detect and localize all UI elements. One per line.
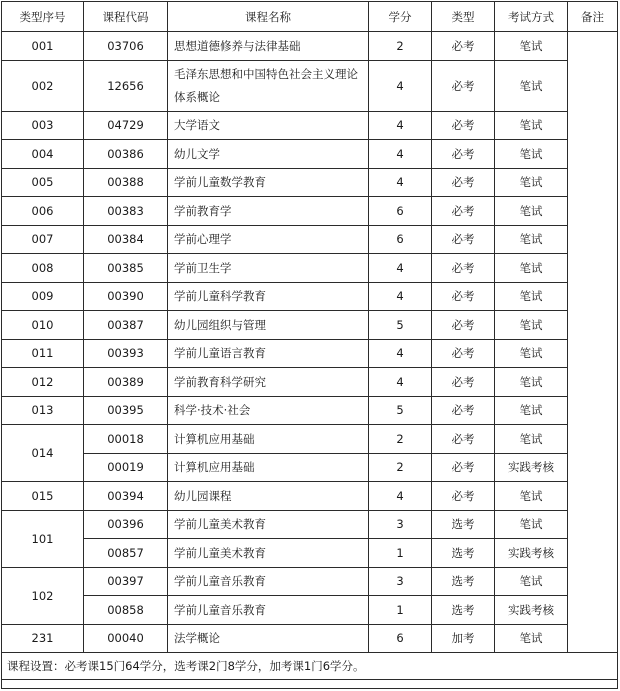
cell-name: 大学语文 [168,111,369,140]
cell-exam: 笔试 [495,111,568,140]
cell-name: 幼儿园课程 [168,482,369,511]
cell-seq: 008 [2,254,84,283]
cell-type: 必考 [432,339,495,368]
cell-name: 毛泽东思想和中国特色社会主义理论体系概论 [168,60,369,111]
cell-code: 00383 [84,197,168,226]
cell-name: 学前教育学 [168,197,369,226]
table-row [2,596,618,625]
table-row [2,482,618,511]
table-row [2,396,618,425]
course-table [1,1,618,689]
cell-code: 00386 [84,140,168,169]
cell-credit: 1 [369,596,432,625]
cell-exam: 笔试 [495,254,568,283]
cell-credit: 4 [369,60,432,111]
cell-seq: 004 [2,140,84,169]
cell-credit: 4 [369,368,432,397]
cell-credit: 3 [369,510,432,539]
table-row [2,510,618,539]
cell-seq: 006 [2,197,84,226]
cell-credit: 4 [369,339,432,368]
table-row [2,197,618,226]
cell-credit: 4 [369,168,432,197]
cell-credit: 4 [369,111,432,140]
table-row [2,140,618,169]
cell-name: 学前儿童音乐教育 [168,567,369,596]
cell-type: 必考 [432,254,495,283]
cell-exam: 笔试 [495,339,568,368]
cell-credit: 5 [369,311,432,340]
cell-credit: 6 [369,197,432,226]
table-row [2,111,618,140]
cell-name: 学前儿童语言教育 [168,339,369,368]
cell-code: 03706 [84,32,168,61]
cell-type: 必考 [432,482,495,511]
cell-type: 必考 [432,197,495,226]
cell-exam: 笔试 [495,396,568,425]
table-row [2,624,618,653]
cell-code: 00018 [84,425,168,454]
cell-code: 00385 [84,254,168,283]
header-credit: 学分 [369,2,432,32]
header-seq: 类型序号 [2,2,84,32]
cell-type: 必考 [432,368,495,397]
table-row [2,168,618,197]
cell-seq: 231 [2,624,84,653]
cell-code: 00387 [84,311,168,340]
table-row [2,567,618,596]
cell-type: 选考 [432,596,495,625]
cell-code: 00040 [84,624,168,653]
cell-exam: 笔试 [495,624,568,653]
cell-seq: 102 [2,567,84,624]
cell-type: 必考 [432,225,495,254]
cell-type: 必考 [432,168,495,197]
cell-name: 计算机应用基础 [168,425,369,454]
cell-exam: 笔试 [495,140,568,169]
cell-seq: 007 [2,225,84,254]
footer-row [2,653,618,680]
table-row [2,254,618,283]
cell-credit: 2 [369,32,432,61]
cell-seq: 009 [2,282,84,311]
cell-credit: 5 [369,396,432,425]
cell-type: 必考 [432,311,495,340]
cell-seq: 013 [2,396,84,425]
table-row [2,282,618,311]
table-row [2,32,618,61]
cell-code: 00395 [84,396,168,425]
cell-name: 学前儿童科学教育 [168,282,369,311]
cell-name: 科学·技术·社会 [168,396,369,425]
cell-seq: 011 [2,339,84,368]
cell-name: 计算机应用基础 [168,453,369,482]
cell-name: 学前儿童美术教育 [168,539,369,568]
cell-code: 00857 [84,539,168,568]
table-tail-row [2,680,618,689]
cell-exam: 实践考核 [495,539,568,568]
cell-seq: 003 [2,111,84,140]
cell-code: 00394 [84,482,168,511]
cell-exam: 笔试 [495,311,568,340]
cell-exam: 笔试 [495,368,568,397]
course-summary: 课程设置：必考课15门64学分，选考课2门8学分，加考课1门6学分。 [2,653,618,680]
cell-exam: 笔试 [495,197,568,226]
table-row [2,368,618,397]
cell-type: 必考 [432,282,495,311]
cell-name: 法学概论 [168,624,369,653]
cell-code: 00397 [84,567,168,596]
cell-type: 选考 [432,567,495,596]
cell-code: 00858 [84,596,168,625]
cell-name: 学前儿童数学教育 [168,168,369,197]
cell-name: 思想道德修养与法律基础 [168,32,369,61]
cell-type: 必考 [432,32,495,61]
header-code: 课程代码 [84,2,168,32]
cell-exam: 实践考核 [495,596,568,625]
cell-name: 学前教育科学研究 [168,368,369,397]
cell-exam: 笔试 [495,168,568,197]
cell-code: 00384 [84,225,168,254]
cell-name: 幼儿文学 [168,140,369,169]
cell-credit: 6 [369,624,432,653]
cell-type: 必考 [432,60,495,111]
cell-type: 必考 [432,425,495,454]
cell-type: 必考 [432,453,495,482]
cell-seq: 005 [2,168,84,197]
cell-credit: 4 [369,482,432,511]
table-tail-cell [2,680,618,689]
table-row [2,539,618,568]
cell-type: 必考 [432,111,495,140]
cell-exam: 笔试 [495,60,568,111]
cell-code: 00393 [84,339,168,368]
cell-credit: 1 [369,539,432,568]
cell-seq: 015 [2,482,84,511]
cell-exam: 笔试 [495,510,568,539]
table-row [2,339,618,368]
cell-exam: 笔试 [495,282,568,311]
header-note: 备注 [568,2,618,32]
cell-code: 12656 [84,60,168,111]
cell-name: 学前儿童音乐教育 [168,596,369,625]
cell-credit: 4 [369,282,432,311]
cell-seq: 012 [2,368,84,397]
cell-exam: 笔试 [495,482,568,511]
cell-credit: 4 [369,254,432,283]
table-body [2,32,618,689]
cell-seq: 002 [2,60,84,111]
table-row [2,425,618,454]
cell-credit: 2 [369,453,432,482]
cell-type: 选考 [432,539,495,568]
cell-exam: 笔试 [495,225,568,254]
cell-exam: 笔试 [495,425,568,454]
cell-credit: 2 [369,425,432,454]
table-row [2,60,618,111]
cell-name: 学前卫生学 [168,254,369,283]
header-name: 课程名称 [168,2,369,32]
cell-seq: 014 [2,425,84,482]
cell-type: 选考 [432,510,495,539]
cell-type: 必考 [432,396,495,425]
cell-note [568,32,618,653]
cell-name: 幼儿园组织与管理 [168,311,369,340]
cell-code: 00390 [84,282,168,311]
header-type: 类型 [432,2,495,32]
cell-type: 必考 [432,140,495,169]
cell-exam: 笔试 [495,567,568,596]
cell-seq: 010 [2,311,84,340]
cell-credit: 3 [369,567,432,596]
header-exam: 考试方式 [495,2,568,32]
cell-seq: 101 [2,510,84,567]
cell-code: 00396 [84,510,168,539]
table-row [2,311,618,340]
cell-credit: 6 [369,225,432,254]
cell-exam: 笔试 [495,32,568,61]
cell-code: 00388 [84,168,168,197]
cell-name: 学前心理学 [168,225,369,254]
cell-seq: 001 [2,32,84,61]
table-row [2,225,618,254]
cell-name: 学前儿童美术教育 [168,510,369,539]
cell-code: 00389 [84,368,168,397]
cell-type: 加考 [432,624,495,653]
cell-code: 04729 [84,111,168,140]
cell-code: 00019 [84,453,168,482]
header-row [2,2,618,32]
table-row [2,453,618,482]
cell-exam: 实践考核 [495,453,568,482]
cell-credit: 4 [369,140,432,169]
